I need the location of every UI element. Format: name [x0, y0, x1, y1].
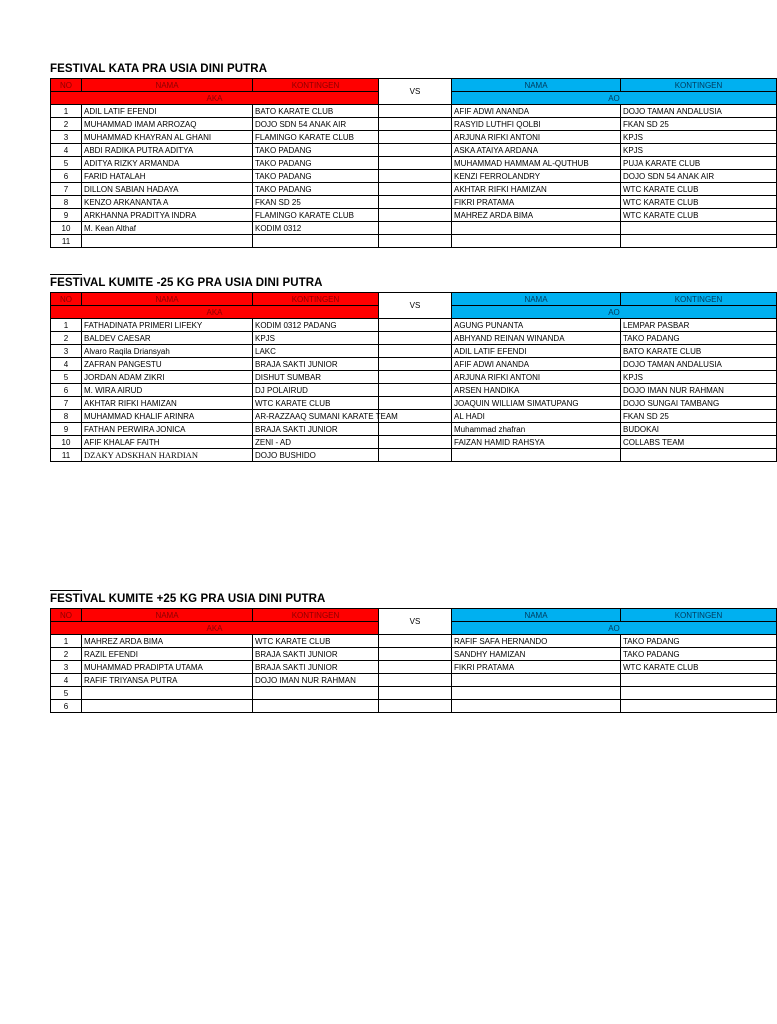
row-number: 4: [51, 358, 82, 371]
table-row: [51, 687, 777, 700]
ao-kontingen-cell: WTC KARATE CLUB: [621, 196, 777, 209]
ao-kontingen-cell: FKAN SD 25: [621, 118, 777, 131]
vs-spacer-cell: [379, 196, 452, 209]
row-number: 4: [51, 144, 82, 157]
aka-kontingen-cell: BRAJA SAKTI JUNIOR: [253, 423, 379, 436]
ao-name-cell: [452, 222, 621, 235]
aka-kontingen-cell: [253, 700, 379, 713]
section-title: FESTIVAL KUMITE -25 KG PRA USIA DINI PUTRA: [50, 277, 323, 289]
ao-kontingen-cell: WTC KARATE CLUB: [621, 183, 777, 196]
bracket-table: [50, 292, 777, 462]
ao-label: AO: [452, 92, 777, 105]
table-row: [51, 436, 777, 449]
ao-kontingen-cell: FKAN SD 25: [621, 410, 777, 423]
ao-kontingen-cell: [621, 235, 777, 248]
ao-name-cell: FAIZAN HAMID RAHSYA: [452, 436, 621, 449]
ao-name-cell: ADIL LATIF EFENDI: [452, 345, 621, 358]
row-number: 4: [51, 674, 82, 687]
table-row: [51, 131, 777, 144]
aka-name-cell: ARKHANNA PRADITYA INDRA: [82, 209, 253, 222]
row-number: 9: [51, 209, 82, 222]
aka-kontingen-cell: [253, 687, 379, 700]
vs-spacer-cell: [379, 118, 452, 131]
header-row: [51, 79, 777, 92]
header-aka-nama: NAMA: [82, 79, 253, 92]
aka-name-cell: AFIF KHALAF FAITH: [82, 436, 253, 449]
aka-name-cell: MUHAMMAD PRADIPTA UTAMA: [82, 661, 253, 674]
header-ao-nama: NAMA: [452, 609, 621, 622]
vs-spacer-cell: [379, 371, 452, 384]
ao-kontingen-cell: DOJO SDN 54 ANAK AIR: [621, 170, 777, 183]
table-row: [51, 648, 777, 661]
vs-spacer-cell: [379, 170, 452, 183]
row-number: 6: [51, 700, 82, 713]
table-row: [51, 371, 777, 384]
ao-name-cell: AGUNG PUNANTA: [452, 319, 621, 332]
aka-name-cell: RAFIF TRIYANSA PUTRA: [82, 674, 253, 687]
aka-kontingen-cell: WTC KARATE CLUB: [253, 397, 379, 410]
vs-spacer-cell: [379, 397, 452, 410]
aka-kontingen-cell: DISHUT SUMBAR: [253, 371, 379, 384]
vs-spacer-cell: [379, 674, 452, 687]
header-aka-kontingen: KONTINGEN: [253, 79, 379, 92]
aka-kontingen-cell: BRAJA SAKTI JUNIOR: [253, 648, 379, 661]
aka-name-cell: KENZO ARKANANTA A: [82, 196, 253, 209]
ao-kontingen-cell: [621, 674, 777, 687]
vs-label: VS: [379, 609, 452, 635]
aka-name-cell: FATHAN PERWIRA JONICA: [82, 423, 253, 436]
aka-name-cell: ADITYA RIZKY ARMANDA: [82, 157, 253, 170]
ao-kontingen-cell: TAKO PADANG: [621, 648, 777, 661]
vs-spacer-cell: [379, 384, 452, 397]
aka-label: AKA: [51, 622, 379, 635]
ao-name-cell: ASKA ATAIYA ARDANA: [452, 144, 621, 157]
row-number: 5: [51, 157, 82, 170]
vs-spacer-cell: [379, 635, 452, 648]
ao-kontingen-cell: DOJO SUNGAI TAMBANG: [621, 397, 777, 410]
row-number: 10: [51, 436, 82, 449]
row-number: 11: [51, 449, 82, 462]
bracket-table: [50, 78, 777, 248]
row-number: 1: [51, 635, 82, 648]
aka-name-cell: MUHAMMAD KHALIF ARINRA: [82, 410, 253, 423]
aka-kontingen-cell: KODIM 0312: [253, 222, 379, 235]
table-row: [51, 332, 777, 345]
table-row: [51, 384, 777, 397]
ao-kontingen-cell: [621, 700, 777, 713]
row-number: 10: [51, 222, 82, 235]
ao-name-cell: ABHYAND REINAN WINANDA: [452, 332, 621, 345]
aka-label: AKA: [51, 92, 379, 105]
table-row: [51, 410, 777, 423]
aka-kontingen-cell: DJ POLAIRUD: [253, 384, 379, 397]
ao-kontingen-cell: WTC KARATE CLUB: [621, 661, 777, 674]
aka-name-cell: ZAFRAN PANGESTU: [82, 358, 253, 371]
table-row: [51, 449, 777, 462]
ao-kontingen-cell: TAKO PADANG: [621, 332, 777, 345]
header-row: [51, 293, 777, 306]
ao-name-cell: AKHTAR RIFKI HAMIZAN: [452, 183, 621, 196]
vs-spacer-cell: [379, 700, 452, 713]
row-number: 1: [51, 105, 82, 118]
aka-kontingen-cell: FLAMINGO KARATE CLUB: [253, 131, 379, 144]
aka-kontingen-cell: AR-RAZZAAQ SUMANI KARATE TEAM: [253, 410, 379, 423]
table-row: [51, 661, 777, 674]
aka-name-cell: MAHREZ ARDA BIMA: [82, 635, 253, 648]
table-row: [51, 319, 777, 332]
ao-kontingen-cell: DOJO TAMAN ANDALUSIA: [621, 358, 777, 371]
header-aka-nama: NAMA: [82, 293, 253, 306]
header-ao-kontingen: KONTINGEN: [621, 609, 777, 622]
row-number: 11: [51, 235, 82, 248]
aka-kontingen-cell: TAKO PADANG: [253, 157, 379, 170]
row-number: 9: [51, 423, 82, 436]
ao-name-cell: [452, 687, 621, 700]
aka-name-cell: DILLON SABIAN HADAYA: [82, 183, 253, 196]
vs-spacer-cell: [379, 436, 452, 449]
table-row: [51, 196, 777, 209]
ao-kontingen-cell: PUJA KARATE CLUB: [621, 157, 777, 170]
table-row: [51, 700, 777, 713]
header-ao-kontingen: KONTINGEN: [621, 293, 777, 306]
header-aka-kontingen: KONTINGEN: [253, 609, 379, 622]
vs-spacer-cell: [379, 157, 452, 170]
table-row: [51, 157, 777, 170]
vs-label: VS: [379, 79, 452, 105]
ao-kontingen-cell: COLLABS TEAM: [621, 436, 777, 449]
aka-name-cell: AKHTAR RIFKI HAMIZAN: [82, 397, 253, 410]
vs-spacer-cell: [379, 423, 452, 436]
ao-name-cell: SANDHY HAMIZAN: [452, 648, 621, 661]
table-row: [51, 105, 777, 118]
ao-kontingen-cell: KPJS: [621, 131, 777, 144]
title-rule: [50, 590, 82, 591]
row-number: 2: [51, 648, 82, 661]
vs-spacer-cell: [379, 661, 452, 674]
bracket-table: [50, 608, 777, 713]
vs-spacer-cell: [379, 648, 452, 661]
row-number: 5: [51, 687, 82, 700]
aka-name-cell: JORDAN ADAM ZIKRI: [82, 371, 253, 384]
header-aka-nama: NAMA: [82, 609, 253, 622]
header-row: [51, 609, 777, 622]
aka-kontingen-cell: BATO KARATE CLUB: [253, 105, 379, 118]
aka-name-cell: FARID HATALAH: [82, 170, 253, 183]
table-row: [51, 144, 777, 157]
ao-name-cell: ARJUNA RIFKI ANTONI: [452, 371, 621, 384]
aka-name-cell: Alvaro Raqila Driansyah: [82, 345, 253, 358]
ao-kontingen-cell: TAKO PADANG: [621, 635, 777, 648]
table-row: [51, 235, 777, 248]
aka-name-cell: MUHAMMAD KHAYRAN AL GHANI: [82, 131, 253, 144]
ao-label: AO: [452, 622, 777, 635]
aka-name-cell: BALDEV CAESAR: [82, 332, 253, 345]
aka-kontingen-cell: ZENI - AD: [253, 436, 379, 449]
section-title: FESTIVAL KATA PRA USIA DINI PUTRA: [50, 63, 268, 75]
ao-kontingen-cell: LEMPAR PASBAR: [621, 319, 777, 332]
table-row: [51, 423, 777, 436]
ao-name-cell: AFIF ADWI ANANDA: [452, 105, 621, 118]
row-number: 7: [51, 397, 82, 410]
aka-name-cell: DZAKY ADSKHAN HARDIAN: [82, 449, 253, 462]
aka-kontingen-cell: FLAMINGO KARATE CLUB: [253, 209, 379, 222]
table-row: [51, 183, 777, 196]
ao-name-cell: [452, 674, 621, 687]
ao-kontingen-cell: [621, 222, 777, 235]
aka-name-cell: RAZIL EFENDI: [82, 648, 253, 661]
aka-kontingen-cell: WTC KARATE CLUB: [253, 635, 379, 648]
aka-label: AKA: [51, 306, 379, 319]
ao-kontingen-cell: WTC KARATE CLUB: [621, 209, 777, 222]
aka-name-cell: [82, 687, 253, 700]
vs-spacer-cell: [379, 319, 452, 332]
aka-kontingen-cell: [253, 235, 379, 248]
row-number: 3: [51, 661, 82, 674]
vs-spacer-cell: [379, 144, 452, 157]
ao-kontingen-cell: KPJS: [621, 144, 777, 157]
header-no: NO: [51, 293, 82, 306]
table-row: [51, 209, 777, 222]
aka-kontingen-cell: DOJO SDN 54 ANAK AIR: [253, 118, 379, 131]
ao-name-cell: RASYID LUTHFI QOLBI: [452, 118, 621, 131]
aka-kontingen-cell: BRAJA SAKTI JUNIOR: [253, 358, 379, 371]
table-row: [51, 170, 777, 183]
vs-spacer-cell: [379, 687, 452, 700]
table-row: [51, 358, 777, 371]
aka-kontingen-cell: TAKO PADANG: [253, 183, 379, 196]
aka-name-cell: [82, 235, 253, 248]
table-row: [51, 118, 777, 131]
aka-kontingen-cell: BRAJA SAKTI JUNIOR: [253, 661, 379, 674]
aka-kontingen-cell: KPJS: [253, 332, 379, 345]
section-title: FESTIVAL KUMITE +25 KG PRA USIA DINI PUTRA: [50, 593, 325, 605]
ao-name-cell: Muhammad zhafran: [452, 423, 621, 436]
vs-spacer-cell: [379, 209, 452, 222]
vs-spacer-cell: [379, 235, 452, 248]
aka-kontingen-cell: TAKO PADANG: [253, 144, 379, 157]
ao-kontingen-cell: DOJO TAMAN ANDALUSIA: [621, 105, 777, 118]
vs-spacer-cell: [379, 345, 452, 358]
aka-name-cell: M. Kean Althaf: [82, 222, 253, 235]
title-rule: [50, 274, 82, 275]
vs-spacer-cell: [379, 222, 452, 235]
row-number: 3: [51, 131, 82, 144]
ao-name-cell: AFIF ADWI ANANDA: [452, 358, 621, 371]
row-number: 8: [51, 410, 82, 423]
table-row: [51, 345, 777, 358]
aka-name-cell: [82, 700, 253, 713]
header-ao-nama: NAMA: [452, 293, 621, 306]
vs-label: VS: [379, 293, 452, 319]
ao-name-cell: ARSEN HANDIKA: [452, 384, 621, 397]
aka-name-cell: ADIL LATIF EFENDI: [82, 105, 253, 118]
row-number: 2: [51, 332, 82, 345]
ao-label: AO: [452, 306, 777, 319]
ao-name-cell: FIKRI PRATAMA: [452, 661, 621, 674]
ao-kontingen-cell: [621, 687, 777, 700]
ao-kontingen-cell: BATO KARATE CLUB: [621, 345, 777, 358]
row-number: 8: [51, 196, 82, 209]
row-number: 5: [51, 371, 82, 384]
header-no: NO: [51, 79, 82, 92]
ao-name-cell: RAFIF SAFA HERNANDO: [452, 635, 621, 648]
row-number: 7: [51, 183, 82, 196]
ao-kontingen-cell: BUDOKAI: [621, 423, 777, 436]
ao-name-cell: AL HADI: [452, 410, 621, 423]
ao-name-cell: FIKRI PRATAMA: [452, 196, 621, 209]
header-aka-kontingen: KONTINGEN: [253, 293, 379, 306]
row-number: 2: [51, 118, 82, 131]
table-row: [51, 222, 777, 235]
aka-kontingen-cell: TAKO PADANG: [253, 170, 379, 183]
ao-name-cell: MUHAMMAD HAMMAM AL-QUTHUB: [452, 157, 621, 170]
ao-name-cell: KENZI FERROLANDRY: [452, 170, 621, 183]
ao-kontingen-cell: [621, 449, 777, 462]
header-ao-nama: NAMA: [452, 79, 621, 92]
table-row: [51, 397, 777, 410]
vs-spacer-cell: [379, 131, 452, 144]
row-number: 6: [51, 384, 82, 397]
aka-kontingen-cell: DOJO IMAN NUR RAHMAN: [253, 674, 379, 687]
vs-spacer-cell: [379, 449, 452, 462]
header-no: NO: [51, 609, 82, 622]
table-row: [51, 674, 777, 687]
aka-name-cell: ABDI RADIKA PUTRA ADITYA: [82, 144, 253, 157]
aka-name-cell: M. WIRA AIRUD: [82, 384, 253, 397]
vs-spacer-cell: [379, 358, 452, 371]
header-ao-kontingen: KONTINGEN: [621, 79, 777, 92]
aka-kontingen-cell: FKAN SD 25: [253, 196, 379, 209]
table-row: [51, 635, 777, 648]
aka-kontingen-cell: DOJO BUSHIDO: [253, 449, 379, 462]
vs-spacer-cell: [379, 332, 452, 345]
row-number: 3: [51, 345, 82, 358]
aka-kontingen-cell: LAKC: [253, 345, 379, 358]
aka-kontingen-cell: KODIM 0312 PADANG: [253, 319, 379, 332]
ao-name-cell: [452, 449, 621, 462]
aka-name-cell: MUHAMMAD IMAM ARROZAQ: [82, 118, 253, 131]
ao-name-cell: MAHREZ ARDA BIMA: [452, 209, 621, 222]
ao-name-cell: [452, 235, 621, 248]
ao-name-cell: ARJUNA RIFKI ANTONI: [452, 131, 621, 144]
vs-spacer-cell: [379, 183, 452, 196]
ao-kontingen-cell: DOJO IMAN NUR RAHMAN: [621, 384, 777, 397]
ao-kontingen-cell: KPJS: [621, 371, 777, 384]
aka-name-cell: FATHADINATA PRIMERI LIFEKY: [82, 319, 253, 332]
row-number: 1: [51, 319, 82, 332]
ao-name-cell: [452, 700, 621, 713]
ao-name-cell: JOAQUIN WILLIAM SIMATUPANG: [452, 397, 621, 410]
vs-spacer-cell: [379, 105, 452, 118]
row-number: 6: [51, 170, 82, 183]
